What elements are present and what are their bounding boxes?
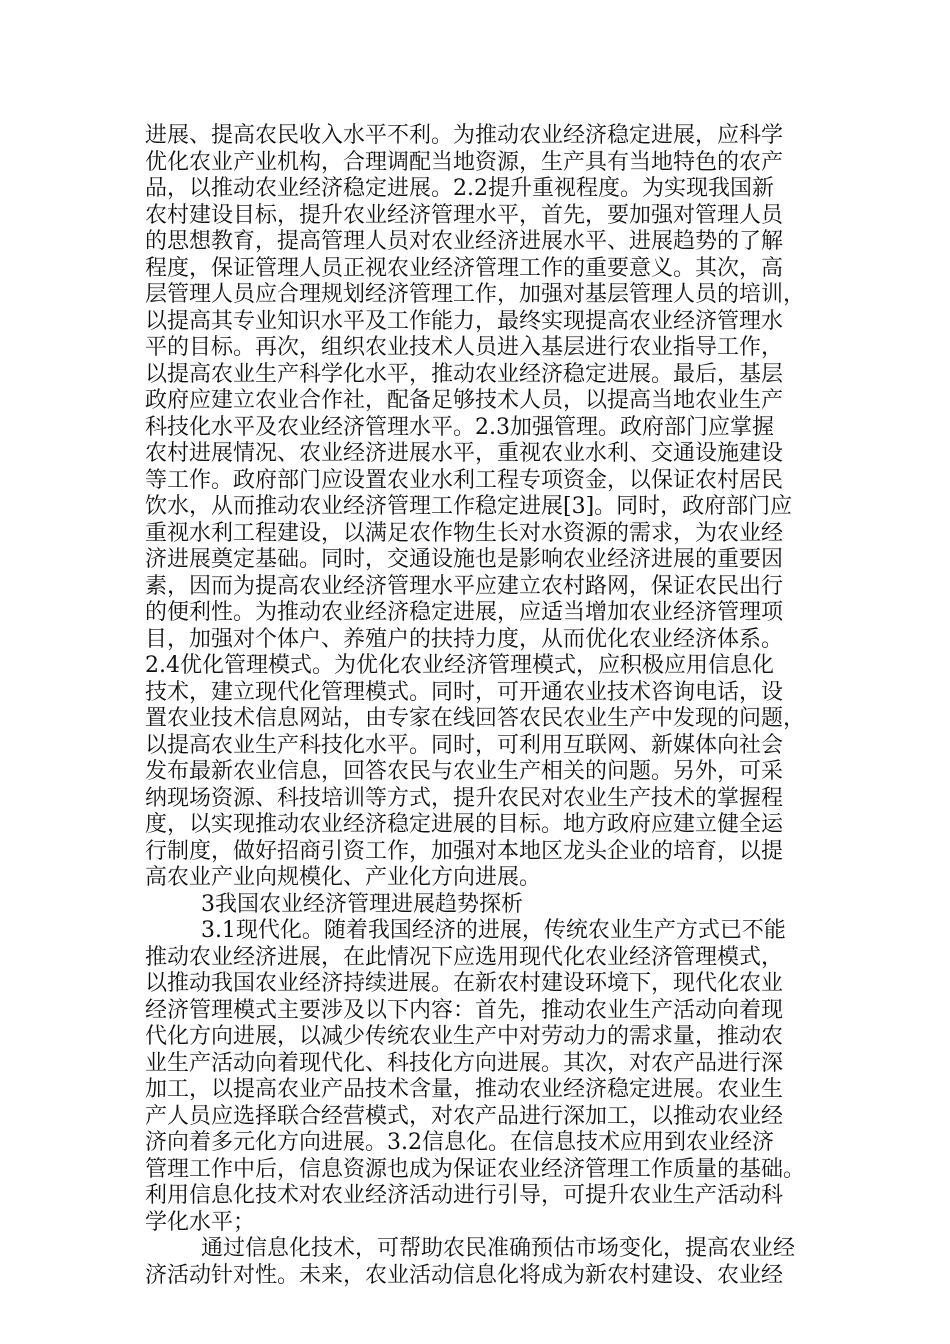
text-line: 的思想教育，提高管理人员对农业经济进展水平、进展趋势的了解 — [145, 229, 784, 254]
text-line: 济进展奠定基础。同时，交通设施也是影响农业经济进展的重要因 — [145, 547, 784, 572]
text-line: 农村建设目标，提升农业经济管理水平，首先，要加强对管理人员 — [145, 202, 784, 228]
text-line: 品，以推动农业经济稳定进展。2.2提升重视程度。为实现我国新 — [145, 176, 774, 201]
text-line: 济活动针对性。未来，农业活动信息化将成为新农村建设、农业经 — [145, 1262, 784, 1288]
text-line: 学化水平； — [145, 1209, 256, 1235]
text-line: 利用信息化技术对农业经济活动进行引导，可提升农业生产活动科 — [145, 1183, 784, 1208]
text-line: 政府应建立农业合作社，配备足够技术人员，以提高当地农业生产 — [145, 388, 784, 413]
text-line: 目，加强对个体户、养殖户的扶持力度，从而优化农业经济体系。 — [145, 626, 784, 652]
section-heading: 3我国农业经济管理进展趋势探析 — [145, 891, 523, 917]
text-line: 以提高农业生产科学化水平，推动农业经济稳定进展。最后，基层 — [145, 361, 784, 387]
text-line: 加工，以提高农业产品技术含量，推动农业经济稳定进展。农业生 — [145, 1077, 784, 1102]
text-line: 优化农业产业机构，合理调配当地资源，生产具有当地特色的农产 — [145, 149, 784, 175]
text-line: 业生产活动向着现代化、科技化方向进展。其次，对农产品进行深 — [145, 1050, 784, 1076]
text-line: 2.4优化管理模式。为优化农业经济管理模式，应积极应用信息化 — [145, 653, 774, 678]
text-line: 的便利性。为推动农业经济稳定进展，应适当增加农业经济管理项 — [145, 600, 784, 625]
text-line: 推动农业经济进展，在此情况下应选用现代化农业经济管理模式， — [145, 944, 784, 970]
text-line: 高农业产业向规模化、产业化方向进展。 — [145, 865, 542, 890]
text-line: 以提高其专业知识水平及工作能力，最终实现提高农业经济管理水 — [145, 308, 784, 334]
text-line: 以推动我国农业经济持续进展。在新农村建设环境下，现代化农业 — [145, 971, 784, 996]
text-line: 代化方向进展，以减少传统农业生产中对劳动力的需求量，推动农 — [145, 1024, 784, 1049]
text-line: 管理工作中后，信息资源也成为保证农业经济管理工作质量的基础。 — [145, 1156, 806, 1182]
text-line: 进展、提高农民收入水平不利。为推动农业经济稳定进展，应科学 — [145, 123, 784, 148]
text-line: 济向着多元化方向进展。3.2信息化。在信息技术应用到农业经济 — [145, 1130, 774, 1155]
text-line: 重视水利工程建设，以满足农作物生长对水资源的需求，为农业经 — [145, 520, 784, 546]
text-line: 经济管理模式主要涉及以下内容：首先，推动农业生产活动向着现 — [145, 997, 784, 1023]
text-line: 通过信息化技术，可帮助农民准确预估市场变化，提高农业经 — [145, 1236, 795, 1261]
text-line: 置农业技术信息网站，由专家在线回答农民农业生产中发现的问题， — [145, 706, 806, 731]
text-line: 以提高农业生产科技化水平。同时，可利用互联网、新媒体向社会 — [145, 732, 784, 758]
text-line: 发布最新农业信息，回答农民与农业生产相关的问题。另外，可采 — [145, 759, 784, 784]
text-line: 3.1现代化。随着我国经济的进展，传统农业生产方式已不能 — [145, 918, 786, 943]
text-line: 平的目标。再次，组织农业技术人员进入基层进行农业指导工作， — [145, 335, 784, 360]
text-line: 行制度，做好招商引资工作，加强对本地区龙头企业的培育，以提 — [145, 838, 784, 864]
text-line: 度，以实现推动农业经济稳定进展的目标。地方政府应建立健全运 — [145, 812, 784, 837]
text-line: 等工作。政府部门应设置农业水利工程专项资金，以保证农村居民 — [145, 467, 784, 493]
text-line: 产人员应选择联合经营模式，对农产品进行深加工，以推动农业经 — [145, 1103, 784, 1129]
text-line: 程度，保证管理人员正视农业经济管理工作的重要意义。其次，高 — [145, 255, 784, 281]
text-line: 农村进展情况、农业经济进展水平，重视农业水利、交通设施建设 — [145, 441, 784, 466]
body-text — [145, 123, 825, 1289]
text-line: 素，因而为提高农业经济管理水平应建立农村路网，保证农民出行 — [145, 573, 784, 599]
text-line: 技术，建立现代化管理模式。同时，可开通农业技术咨询电话，设 — [145, 679, 784, 705]
text-line: 层管理人员应合理规划经济管理工作，加强对基层管理人员的培训， — [145, 282, 806, 307]
text-line: 饮水，从而推动农业经济管理工作稳定进展[3]。同时，政府部门应 — [145, 494, 793, 519]
text-line: 科技化水平及农业经济管理水平。2.3加强管理。政府部门应掌握 — [145, 414, 774, 440]
text-line: 纳现场资源、科技培训等方式，提升农民对农业生产技术的掌握程 — [145, 785, 784, 811]
